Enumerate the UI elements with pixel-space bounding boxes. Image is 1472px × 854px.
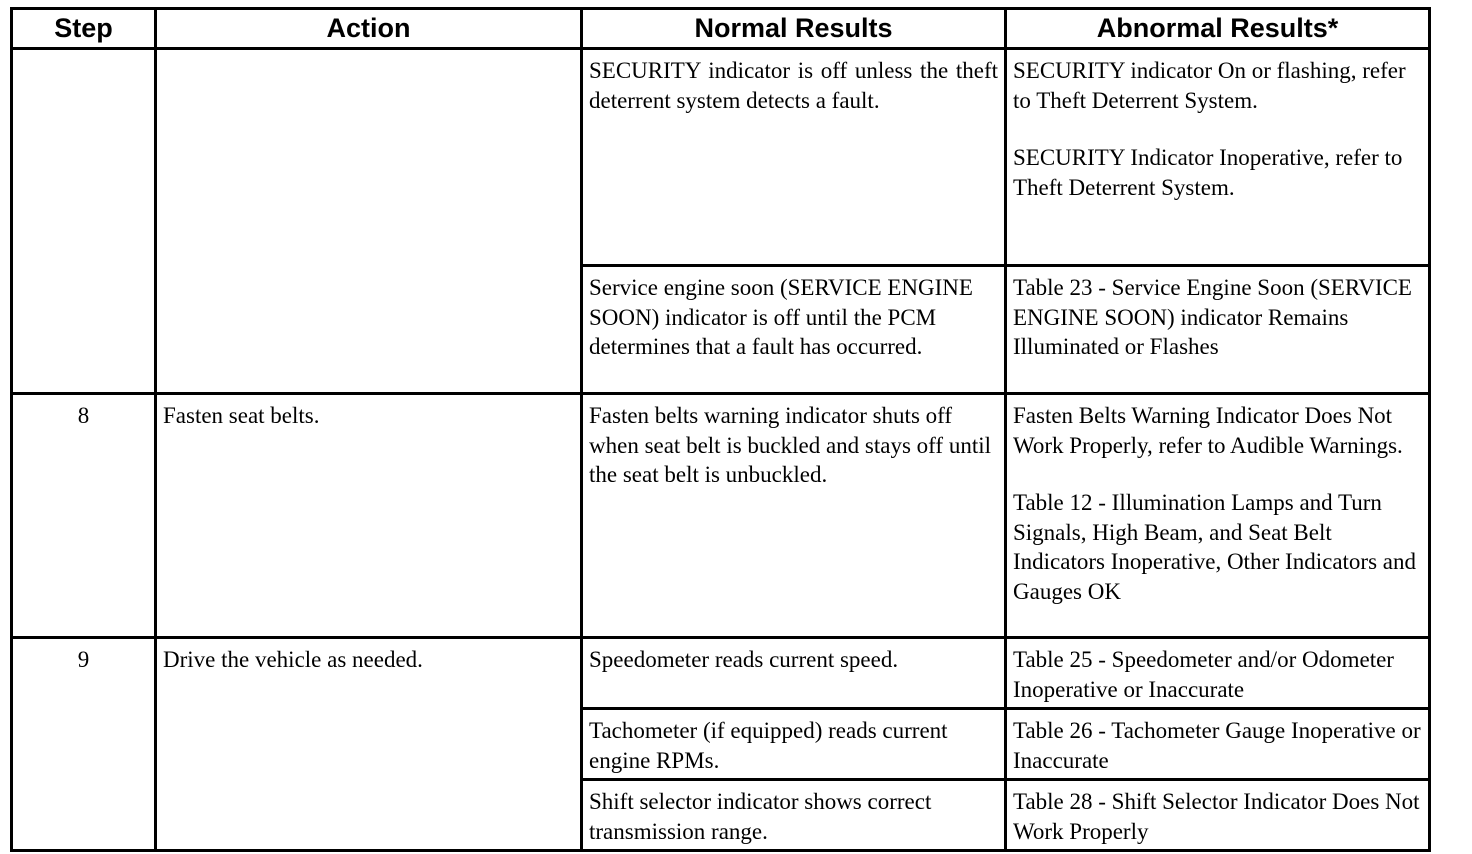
abnormal-result-cell <box>1006 638 1430 709</box>
abnormal-result-text: SECURITY indicator On or flashing, refer to Theft Deterrent System. <box>1013 58 1406 113</box>
action-cell: Drive the vehicle as needed. <box>156 638 582 851</box>
diagnostic-table <box>10 7 1431 852</box>
abnormal-result-text: Fasten Belts Warning Indicator Does Not Work Properly, refer to Audible Warnings. <box>1013 403 1403 458</box>
normal-result-cell: Service engine soon (SERVICE ENGINE SOON) indicator is off until the PCM determines that a fault has occurred. <box>582 266 1006 394</box>
header-action: Action <box>156 9 582 49</box>
normal-result-cell: Speedometer reads current speed. <box>582 638 1006 709</box>
table-row <box>12 394 1430 638</box>
abnormal-result-text: Table 26 - Tachometer Gauge Inoperative or Inaccurate <box>1013 718 1421 773</box>
abnormal-result-cell <box>1006 709 1430 780</box>
abnormal-result-text: Table 25 - Speedometer and/or Odometer Inoperative or Inaccurate <box>1013 647 1394 702</box>
abnormal-result-text: SECURITY Indicator Inoperative, refer to Theft Deterrent System. <box>1013 145 1403 200</box>
abnormal-result-text: Table 28 - Shift Selector Indicator Does Not Work Properly <box>1013 789 1420 844</box>
action-cell: Fasten seat belts. <box>156 394 582 638</box>
header-step: Step <box>12 9 156 49</box>
normal-result-cell: Fasten belts warning indicator shuts off when seat belt is buckled and stays off until the seat belt is unbuckled. <box>582 394 1006 638</box>
abnormal-result-cell <box>1006 394 1430 638</box>
abnormal-result-text: Table 12 - Illumination Lamps and Turn Signals, High Beam, and Seat Belt Indicators Inoperative, Other Indicators and Gauges OK <box>1013 490 1416 604</box>
abnormal-result-cell <box>1006 49 1430 266</box>
table-row <box>12 638 1430 709</box>
normal-result-cell: SECURITY indicator is off unless the theft deterrent system detects a fault. <box>582 49 1006 266</box>
step-cell: 9 <box>12 638 156 851</box>
step-cell: 8 <box>12 394 156 638</box>
table-header-row <box>12 9 1430 49</box>
normal-result-cell: Tachometer (if equipped) reads current engine RPMs. <box>582 709 1006 780</box>
abnormal-result-text: Table 23 - Service Engine Soon (SERVICE ENGINE SOON) indicator Remains Illuminated or Flashes <box>1013 275 1412 359</box>
action-cell <box>156 49 582 394</box>
step-cell <box>12 49 156 394</box>
abnormal-result-cell <box>1006 266 1430 394</box>
abnormal-result-cell <box>1006 780 1430 851</box>
header-normal-results: Normal Results <box>582 9 1006 49</box>
header-abnormal-results: Abnormal Results* <box>1006 9 1430 49</box>
normal-result-cell: Shift selector indicator shows correct transmission range. <box>582 780 1006 851</box>
table-row <box>12 49 1430 266</box>
